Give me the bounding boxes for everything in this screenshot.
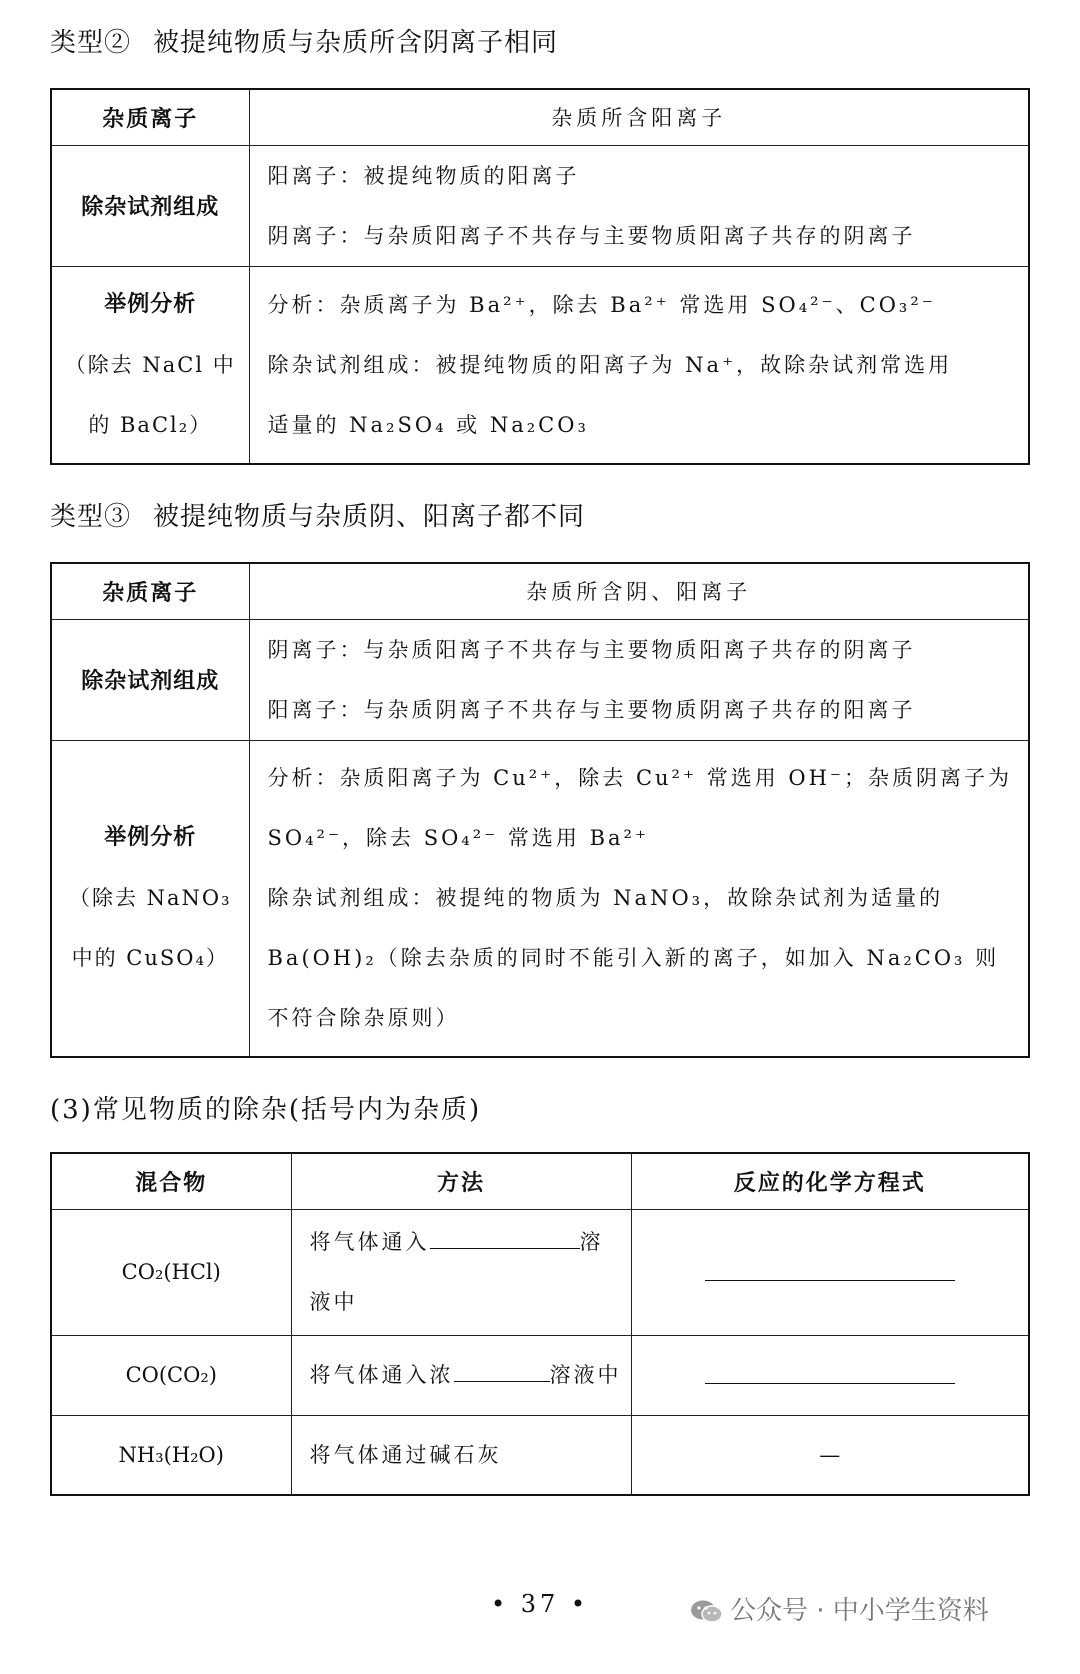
part3-row2-method-a: 将气体通入浓: [309, 1363, 454, 1387]
section3-table: [50, 562, 1030, 1058]
part3-header-equation: 反应的化学方程式: [631, 1153, 1029, 1209]
watermark: [690, 1590, 989, 1627]
section2-row2-line1: 分析：杂质离子为 Ba²⁺，除去 Ba²⁺ 常选用 SO₄²⁻、CO₃²⁻: [267, 292, 936, 317]
wechat-icon: [690, 1599, 724, 1625]
section3-row1-label: 除杂试剂组成: [51, 619, 249, 740]
part3-row2-method: [291, 1335, 631, 1415]
part3-table: [50, 1152, 1030, 1496]
part3-row2-equation-blank[interactable]: [705, 1361, 955, 1384]
section2-title: [50, 22, 558, 59]
section2-row2-label-cell: [51, 266, 249, 464]
part3-row1-equation: [631, 1209, 1029, 1335]
section3-row2-line2: SO₄²⁻，除去 SO₄²⁻ 常选用 Ba²⁺: [267, 826, 650, 851]
section2-row2-content: [249, 266, 1029, 464]
section2-row2-line3: 适量的 Na₂SO₄ 或 Na₂CO₃: [267, 412, 589, 437]
section2-row2-sub2: 的 BaCl₂）: [88, 412, 213, 437]
section3-row2-content: [249, 740, 1029, 1057]
section3-row1-line1: 阴离子：与杂质阳离子不共存与主要物质阳离子共存的阴离子: [267, 637, 916, 662]
section3-title-text: 被提纯物质与杂质阴、阳离子都不同: [153, 502, 586, 532]
section3-row1-line2: 阳离子：与杂质阴离子不共存与主要物质阴离子共存的阳离子: [267, 697, 916, 722]
part3-header-method: 方法: [291, 1153, 631, 1209]
part3-row2-equation: [631, 1335, 1029, 1415]
section3-row2-label: 举例分析: [104, 825, 197, 851]
section2-row1-line1: 阳离子：被提纯物质的阳离子: [267, 163, 580, 188]
section2-header-left: 杂质离子: [51, 89, 249, 145]
section2-row2-sub1: （除去 NaCl 中: [64, 352, 236, 377]
section2-row1-label: 除杂试剂组成: [51, 145, 249, 266]
section3-row2-line3: 除杂试剂组成：被提纯的物质为 NaNO₃，故除杂试剂为适量的: [267, 886, 944, 911]
section3-row2-line4: Ba(OH)₂（除去杂质的同时不能引入新的离子，如加入 Na₂CO₃ 则: [267, 946, 1000, 971]
part3-row1-equation-blank[interactable]: [705, 1258, 955, 1281]
part3-row1-mixture: CO₂(HCl): [51, 1209, 291, 1335]
part3-header-mixture: 混合物: [51, 1153, 291, 1209]
section3-type-label: 类型③: [50, 502, 132, 532]
section3-row2-line1: 分析：杂质阳离子为 Cu²⁺，除去 Cu²⁺ 常选用 OH⁻；杂质阴离子为: [267, 766, 1013, 791]
section3-row2-line5: 不符合除杂原则）: [267, 1006, 460, 1031]
section2-row1-content: [249, 145, 1029, 266]
section3-row1-content: [249, 619, 1029, 740]
section2-row2-label: 举例分析: [104, 291, 197, 317]
section3-header-left: 杂质离子: [51, 563, 249, 619]
part3-title: (3)常见物质的除杂(括号内为杂质): [50, 1095, 482, 1125]
section2-title-text: 被提纯物质与杂质所含阴离子相同: [153, 28, 559, 58]
section3-row2-sub1: （除去 NaNO₃: [68, 886, 232, 911]
section2-row2-line2: 除杂试剂组成：被提纯物质的阳离子为 Na⁺，故除杂试剂常选用: [267, 352, 953, 377]
part3-row1-method-a: 将气体通入: [309, 1230, 430, 1254]
section3-row2-sub2: 中的 CuSO₄）: [71, 946, 229, 971]
section2-type-label: 类型②: [50, 28, 132, 58]
part3-row3-method-a: 将气体通过碱石灰: [309, 1442, 502, 1467]
part3-row1-method-c: 液中: [309, 1290, 358, 1314]
part3-row1-method-b: 溶: [579, 1230, 604, 1254]
part3-row1-method: [291, 1209, 631, 1335]
section2-table: [50, 88, 1030, 465]
part3-row2-mixture: CO(CO₂): [51, 1335, 291, 1415]
part3-row3-mixture: NH₃(H₂O): [51, 1415, 291, 1495]
part3-row3-method: [291, 1415, 631, 1495]
section3-title: [50, 496, 585, 533]
section2-row1-line2: 阴离子：与杂质阳离子不共存与主要物质阳离子共存的阴离子: [267, 223, 916, 248]
section2-header-right: 杂质所含阳离子: [249, 89, 1029, 145]
section3-header-right: 杂质所含阴、阳离子: [249, 563, 1029, 619]
watermark-text: 公众号 · 中小学生资料: [730, 1596, 989, 1626]
part3-row1-method-blank[interactable]: [430, 1226, 580, 1249]
part3-row2-method-blank[interactable]: [454, 1359, 550, 1382]
section3-row2-label-cell: [51, 740, 249, 1057]
part3-row3-equation: —: [631, 1415, 1029, 1495]
page-number: • 37 •: [490, 1590, 590, 1618]
part3-row2-method-b: 溶液中: [549, 1363, 622, 1387]
